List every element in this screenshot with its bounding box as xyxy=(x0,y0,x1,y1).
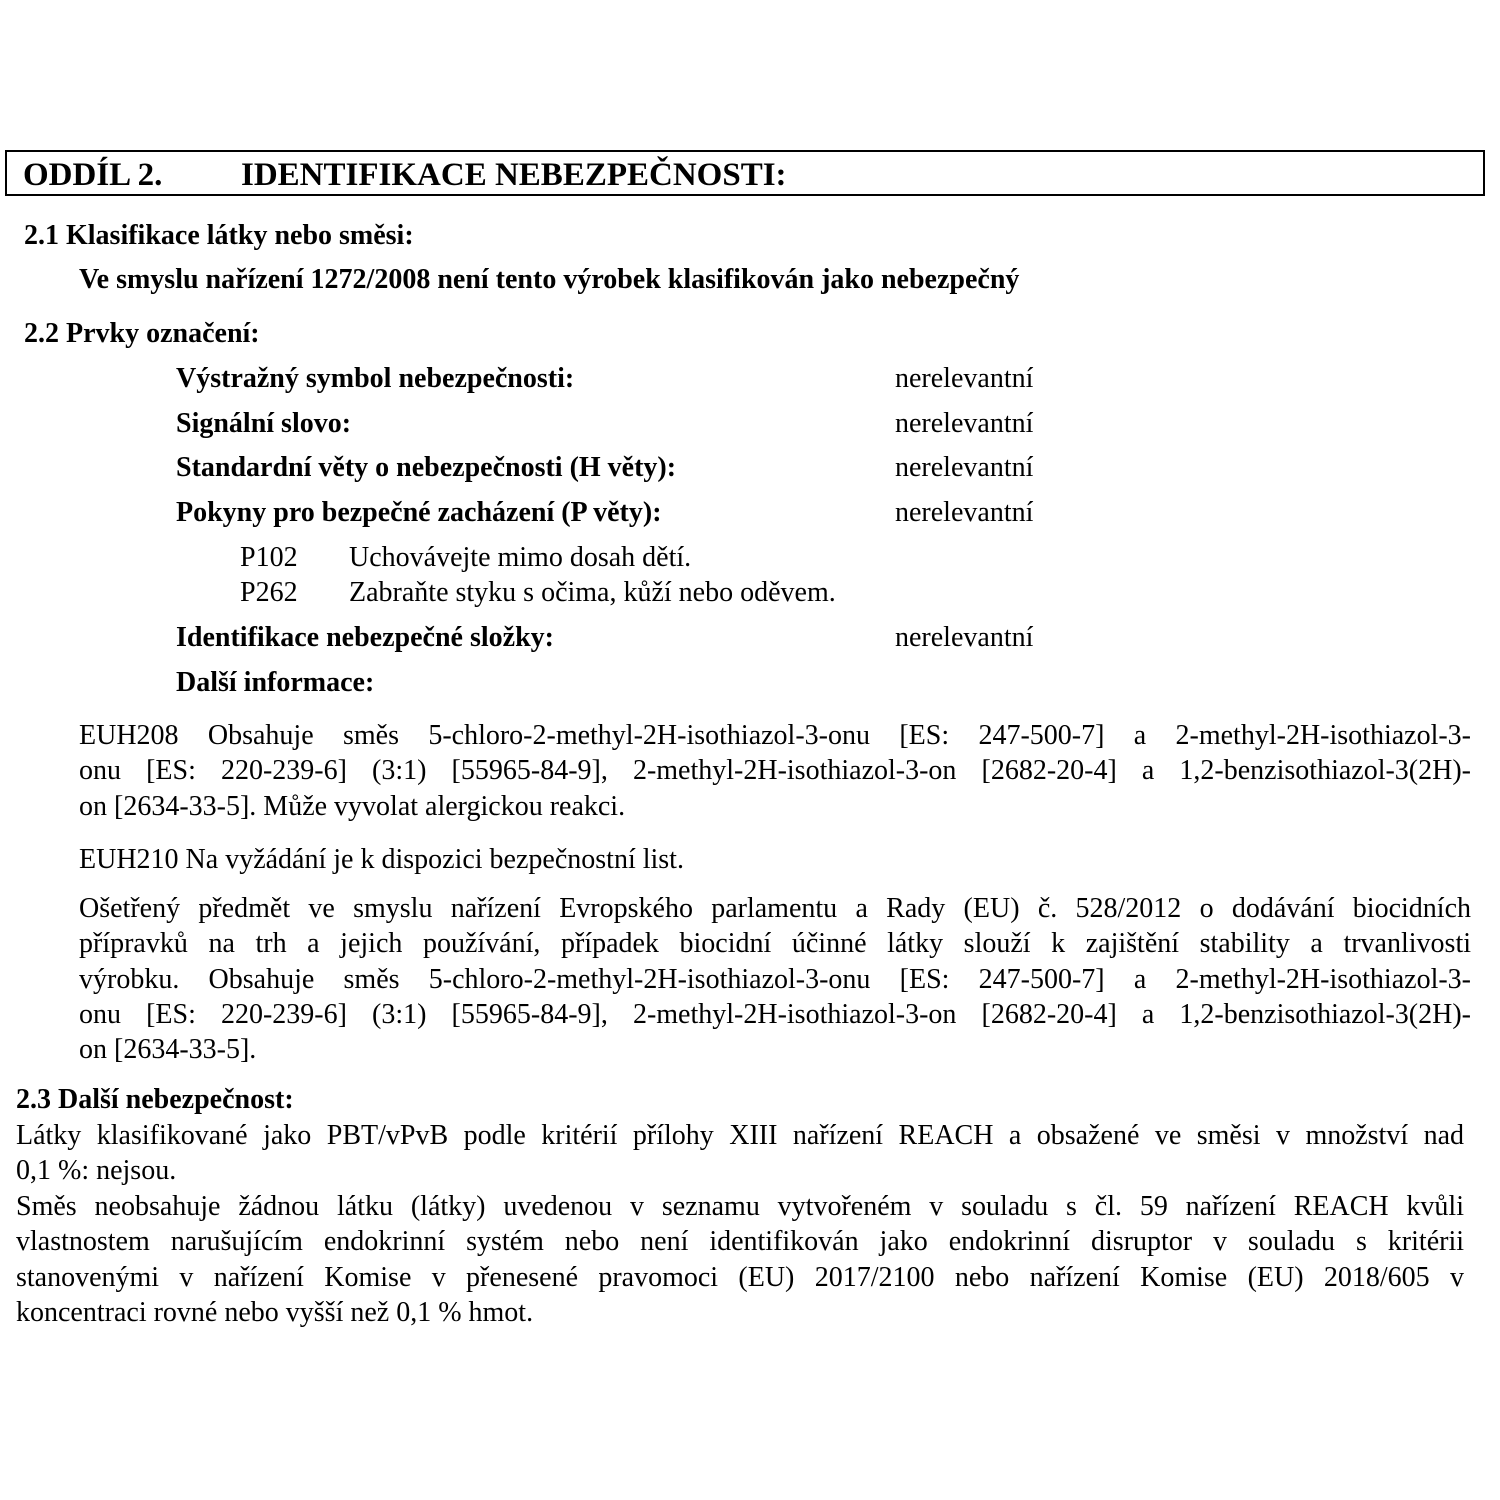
value-hazard-pictogram: nerelevantní xyxy=(895,363,1034,394)
treated-article-paragraph xyxy=(79,891,1471,1067)
p-statement-text: Uchovávejte mimo dosah dětí. xyxy=(349,542,692,573)
label-further-info: Další informace: xyxy=(176,667,375,698)
paragraph-line: onu [ES: 220-239-6] (3:1) [55965-84-9], 2-methyl-2H-isothiazol-3-on [2682-20-4] a 1,2-benzisothiazol-3(2H)- xyxy=(79,755,1471,787)
euh210-statement: EUH210 Na vyžádání je k dispozici bezpečnostní list. xyxy=(79,844,684,875)
label-p-statements: Pokyny pro bezpečné zacházení (P věty): xyxy=(176,497,662,528)
paragraph-line: Směs neobsahuje žádnou látku (látky) uvedenou v seznamu vytvořeném v souladu s čl. 59 nařízení REACH kvůli xyxy=(16,1191,1464,1222)
p-statement-text: Zabraňte styku s očima, kůží nebo oděvem. xyxy=(349,577,836,608)
p-statement-code: P262 xyxy=(240,577,298,608)
value-p-statements: nerelevantní xyxy=(895,497,1034,528)
euh208-paragraph xyxy=(79,718,1471,824)
section-title: IDENTIFIKACE NEBEZPEČNOSTI: xyxy=(241,157,787,193)
heading-2-2: 2.2 Prvky označení: xyxy=(24,318,260,349)
paragraph-line: on [2634-33-5]. xyxy=(79,1034,257,1066)
paragraph-line: přípravků na trh a jejich používání, případek biocidní účinné látky slouží k zajištění stability a trvanlivosti xyxy=(79,928,1471,960)
paragraph-line: Látky klasifikované jako PBT/vPvB podle kritérií přílohy XIII nařízení REACH a obsažené ve směsi v množství nad xyxy=(16,1120,1464,1151)
paragraph-line: EUH208 Obsahuje směs 5-chloro-2-methyl-2H-isothiazol-3-onu [ES: 247-500-7] a 2-methyl-2H-isothiazol-3- xyxy=(79,720,1471,751)
pbt-paragraph xyxy=(16,1118,1464,1189)
classification-statement: Ve smyslu nařízení 1272/2008 není tento výrobek klasifikován jako nebezpečný xyxy=(79,264,1020,295)
paragraph-line: 0,1 %: nejsou. xyxy=(16,1155,177,1187)
p-statement-code: P102 xyxy=(240,542,298,573)
paragraph-line: stanovenými v nařízení Komise v přenesené pravomoci (EU) 2017/2100 nebo nařízení Komise (EU) 2018/605 v xyxy=(16,1261,1464,1293)
paragraph-line: vlastnostem narušujícím endokrinní systém nebo není identifikován jako endokrinní disruptor v souladu s kritérii xyxy=(16,1226,1464,1258)
paragraph-line: koncentraci rovné nebo vyšší než 0,1 % hmot. xyxy=(16,1296,534,1328)
section-header-box xyxy=(5,150,1485,196)
heading-2-3: 2.3 Další nebezpečnost: xyxy=(16,1084,294,1115)
section-number: ODDÍL 2. xyxy=(23,157,163,193)
paragraph-line: on [2634-33-5]. Může vyvolat alergickou reakci. xyxy=(79,790,626,822)
heading-2-1: 2.1 Klasifikace látky nebo směsi: xyxy=(24,220,414,251)
label-signal-word: Signální slovo: xyxy=(176,408,352,439)
paragraph-line: Ošetřený předmět ve smyslu nařízení Evropského parlamentu a Rady (EU) č. 528/2012 o dodávání biocidních xyxy=(79,893,1471,924)
paragraph-line: výrobku. Obsahuje směs 5-chloro-2-methyl-2H-isothiazol-3-onu [ES: 247-500-7] a 2-methyl-2H-isothiazol-3- xyxy=(79,963,1471,995)
value-signal-word: nerelevantní xyxy=(895,408,1034,439)
label-hazardous-component: Identifikace nebezpečné složky: xyxy=(176,622,554,653)
label-hazard-pictogram: Výstražný symbol nebezpečnosti: xyxy=(176,363,575,394)
value-h-statements: nerelevantní xyxy=(895,452,1034,483)
value-hazardous-component: nerelevantní xyxy=(895,622,1034,653)
endocrine-paragraph xyxy=(16,1189,1464,1330)
paragraph-line: onu [ES: 220-239-6] (3:1) [55965-84-9], 2-methyl-2H-isothiazol-3-on [2682-20-4] a 1,2-benzisothiazol-3(2H)- xyxy=(79,998,1471,1030)
label-h-statements: Standardní věty o nebezpečnosti (H věty): xyxy=(176,452,677,483)
